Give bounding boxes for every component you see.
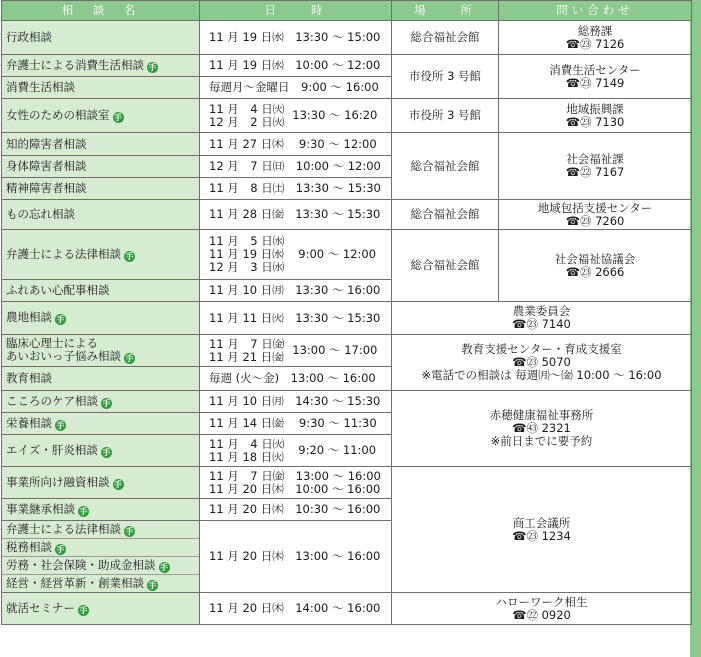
consult-contact	[392, 467, 692, 593]
date-line: 12 月 3 日㈬	[209, 260, 285, 274]
consult-name-label: エイズ・肝炎相談	[6, 442, 98, 457]
hand-mark-icon: 手	[102, 447, 111, 457]
consult-name	[2, 335, 200, 367]
consult-date: 11 月 28 日㈮ 13:30 ～ 15:30	[200, 200, 392, 230]
contact-tel: ☎㉒ 7167	[565, 165, 625, 179]
table-row	[2, 335, 692, 367]
hand-mark-icon: 手	[160, 563, 168, 572]
contact-org: 総務課	[577, 23, 613, 38]
consult-name-line	[6, 350, 196, 364]
consult-date: 11 月 20 日㈭ 10:30 ～ 16:00	[200, 499, 392, 521]
consult-contact	[499, 200, 692, 230]
contact-tel: ☎㉓ 7126	[565, 36, 625, 51]
contact-org: 商工会議所	[512, 515, 571, 530]
consult-contact	[499, 230, 692, 302]
hand-mark-icon: 手	[56, 315, 65, 324]
contact-tel: ☎㊸ 2321	[512, 421, 571, 435]
consult-date: 11 月 27 日㈭ 9:30 ～ 12:00	[200, 133, 392, 156]
time-range: 13:00 ～ 17:00	[292, 343, 378, 357]
consult-name-label: 弁護士による法律相談	[6, 246, 121, 261]
table-row	[2, 99, 692, 133]
consult-name-label: 経営・経営革新・創業相談	[6, 576, 144, 590]
contact-tel: ☎㉓ 7140	[512, 317, 571, 331]
consult-date: 11 月 14 日㈮ 9:30 ～ 11:30	[200, 413, 392, 435]
consult-name	[2, 99, 200, 133]
table-row	[2, 467, 692, 499]
contact-org: 地域振興課	[566, 101, 624, 116]
consult-name-label: 事業継承相談	[6, 501, 75, 516]
hand-mark-icon: 手	[125, 251, 134, 261]
consult-place: 総合福祉会館	[392, 230, 499, 302]
consult-name-line: 臨床心理士による	[6, 336, 98, 350]
consult-place: 総合福祉会館	[392, 21, 499, 55]
hand-mark-icon: 手	[56, 545, 65, 554]
hand-mark-icon: 手	[125, 354, 134, 363]
consult-contact	[392, 391, 692, 467]
consult-name-label: 女性のための相談室	[6, 107, 110, 122]
contact-org: 地域包括支援センター	[537, 200, 653, 215]
consult-name-label: 労務・社会保険・助成金相談	[6, 558, 156, 572]
consult-name: 消費生活相談	[2, 77, 200, 99]
consult-name	[2, 391, 200, 413]
hand-mark-icon: 手	[148, 62, 157, 72]
date-line: 11 月 19 日㈬	[209, 247, 284, 261]
consult-name-label: 税務相談	[6, 540, 52, 554]
date-line: 11 月 7 日㈮	[209, 337, 285, 351]
contact-org: 消費生活センター	[549, 62, 641, 77]
consult-name-label: 弁護士による法律相談	[6, 522, 121, 536]
consult-date	[200, 335, 392, 367]
consult-contact	[392, 593, 692, 625]
consult-name-label: 農地相談	[6, 310, 52, 324]
table-row	[2, 302, 692, 335]
consult-place: 総合福祉会館	[392, 133, 499, 200]
date-line: 12 月 2 日㈫	[209, 114, 285, 129]
contact-org: 教育支援センター・育成支援室	[461, 342, 622, 356]
table-row	[2, 593, 692, 625]
table-row	[2, 200, 692, 230]
header-name: 相 談 名	[2, 1, 200, 21]
header-contact: 問い合わせ	[499, 1, 692, 21]
consult-name-label: こころのケア相談	[6, 393, 98, 408]
consult-contact	[499, 55, 692, 99]
consult-name: 精神障害者相談	[2, 178, 200, 200]
consult-place: 市役所 3 号館	[392, 55, 499, 99]
consult-date: 11 月 19 日㈬ 10:00 ～ 12:00	[200, 55, 392, 77]
table-row	[2, 55, 692, 77]
date-line: 11 月 20 日㈭ 10:00 ～ 16:00	[209, 481, 381, 496]
consult-name	[2, 539, 199, 557]
hand-mark-icon: 手	[148, 581, 157, 590]
consult-date	[200, 467, 392, 499]
contact-tel: ☎㉒ 0920	[512, 607, 571, 622]
table-row	[2, 21, 692, 55]
consult-name-label: 事業所向け融資相談	[6, 474, 110, 489]
consult-contact	[499, 21, 692, 55]
consult-name: もの忘れ相談	[2, 200, 200, 230]
consult-name	[2, 521, 199, 539]
consult-name	[2, 593, 200, 625]
contact-tel: ☎㉓ 2666	[565, 264, 625, 279]
consult-place: 総合福祉会館	[392, 200, 499, 230]
consult-date: 11 月 11 日㈫ 13:30 ～ 15:30	[200, 302, 392, 335]
header-row	[2, 1, 692, 21]
consult-name: ふれあい心配事相談	[2, 280, 200, 302]
contact-org: 社会福祉課	[566, 152, 624, 166]
consult-date: 11 月 19 日㈬ 13:30 ～ 15:00	[200, 21, 392, 55]
consult-name	[2, 230, 200, 280]
consult-name	[2, 499, 200, 521]
hand-mark-icon: 手	[79, 506, 88, 516]
consult-date	[200, 99, 392, 133]
consult-contact	[392, 302, 692, 335]
consult-name	[2, 55, 200, 77]
date-line: 11 月 4 日㈫	[209, 102, 285, 116]
consult-name-label: あいおいっ子悩み相談	[6, 349, 121, 363]
table-row	[2, 230, 692, 280]
consult-date: 11 月 10 日㈪ 13:30 ～ 16:00	[200, 280, 392, 302]
date-line: 11 月 21 日㈮	[209, 349, 284, 364]
header-place: 場 所	[392, 1, 499, 21]
time-range: 13:30 ～ 16:20	[292, 108, 378, 122]
consult-name: 教育相談	[2, 367, 200, 391]
time-range: 9:20 ～ 11:00	[298, 443, 377, 457]
consult-name	[2, 413, 200, 435]
hand-mark-icon: 手	[114, 479, 122, 489]
contact-org: 赤穂健康福祉事務所	[489, 408, 594, 422]
consult-date: 11 月 10 日㈪ 14:30 ～ 15:30	[200, 391, 392, 413]
consult-name	[2, 467, 200, 499]
consult-contact	[392, 335, 692, 391]
date-line: 11 月 18 日㈫	[209, 449, 284, 464]
consult-date: 11 月 20 日㈭ 14:00 ～ 16:00	[200, 593, 392, 625]
consult-name: 行政相談	[2, 21, 200, 55]
hand-mark-icon: 手	[114, 112, 122, 122]
consult-name-label: 弁護士による消費生活相談	[6, 57, 144, 72]
consult-date	[200, 230, 392, 280]
header-datetime: 日 時	[200, 1, 392, 21]
hand-mark-icon: 手	[102, 398, 111, 408]
contact-note: ※前日までに要予約	[490, 434, 593, 448]
consult-date: 12 月 7 日㈰ 10:00 ～ 12:00	[200, 156, 392, 178]
consult-contact	[499, 99, 692, 133]
consult-name-label: 栄養相談	[6, 415, 52, 430]
date-line: 11 月 5 日㈬	[209, 235, 285, 248]
consult-name	[2, 435, 200, 467]
hand-mark-icon: 手	[125, 527, 134, 536]
consult-date: 毎週 (火～金) 13:00 ～ 16:00	[200, 367, 392, 391]
consult-contact	[499, 133, 692, 200]
table-row	[2, 133, 692, 156]
consult-name-label: 就活セミナー	[6, 600, 75, 615]
consult-name	[2, 557, 199, 575]
consult-date: 毎週月～金曜日 9:00 ～ 16:00	[200, 77, 392, 99]
hand-mark-icon: 手	[79, 605, 88, 615]
table-row	[2, 391, 692, 413]
contact-tel: ☎㉓ 7149	[565, 75, 625, 90]
contact-tel: ☎㉓ 5070	[512, 355, 571, 369]
hand-mark-icon: 手	[56, 420, 65, 430]
consult-name	[2, 302, 200, 335]
consult-place: 市役所 3 号館	[392, 99, 499, 133]
time-range: 9:00 ～ 12:00	[298, 247, 377, 261]
consult-name: 身体障害者相談	[2, 156, 200, 178]
date-line: 11 月 7 日㈮ 13:00 ～ 16:00	[209, 468, 381, 483]
contact-note: ※電話での相談は 毎週㈪～㈮ 10:00 ～ 16:00	[421, 368, 662, 382]
consult-date: 11 月 8 日㈯ 13:30 ～ 15:30	[200, 178, 392, 200]
contact-org: 農業委員会	[512, 304, 571, 318]
date-line: 11 月 4 日㈫	[209, 437, 285, 451]
contact-org: 社会福祉協議会	[554, 251, 636, 266]
contact-tel: ☎㉓ 1234	[512, 528, 571, 543]
contact-org: ハローワーク相生	[495, 594, 588, 609]
consult-name-group	[2, 521, 200, 593]
contact-tel: ☎㉓ 7260	[565, 213, 625, 228]
consult-name	[2, 575, 199, 592]
consult-date: 11 月 20 日㈭ 13:00 ～ 16:00	[200, 521, 392, 593]
consult-name: 知的障害者相談	[2, 133, 200, 156]
contact-tel: ☎㉓ 7130	[565, 114, 625, 129]
consult-date	[200, 435, 392, 467]
consultation-table	[1, 0, 692, 625]
